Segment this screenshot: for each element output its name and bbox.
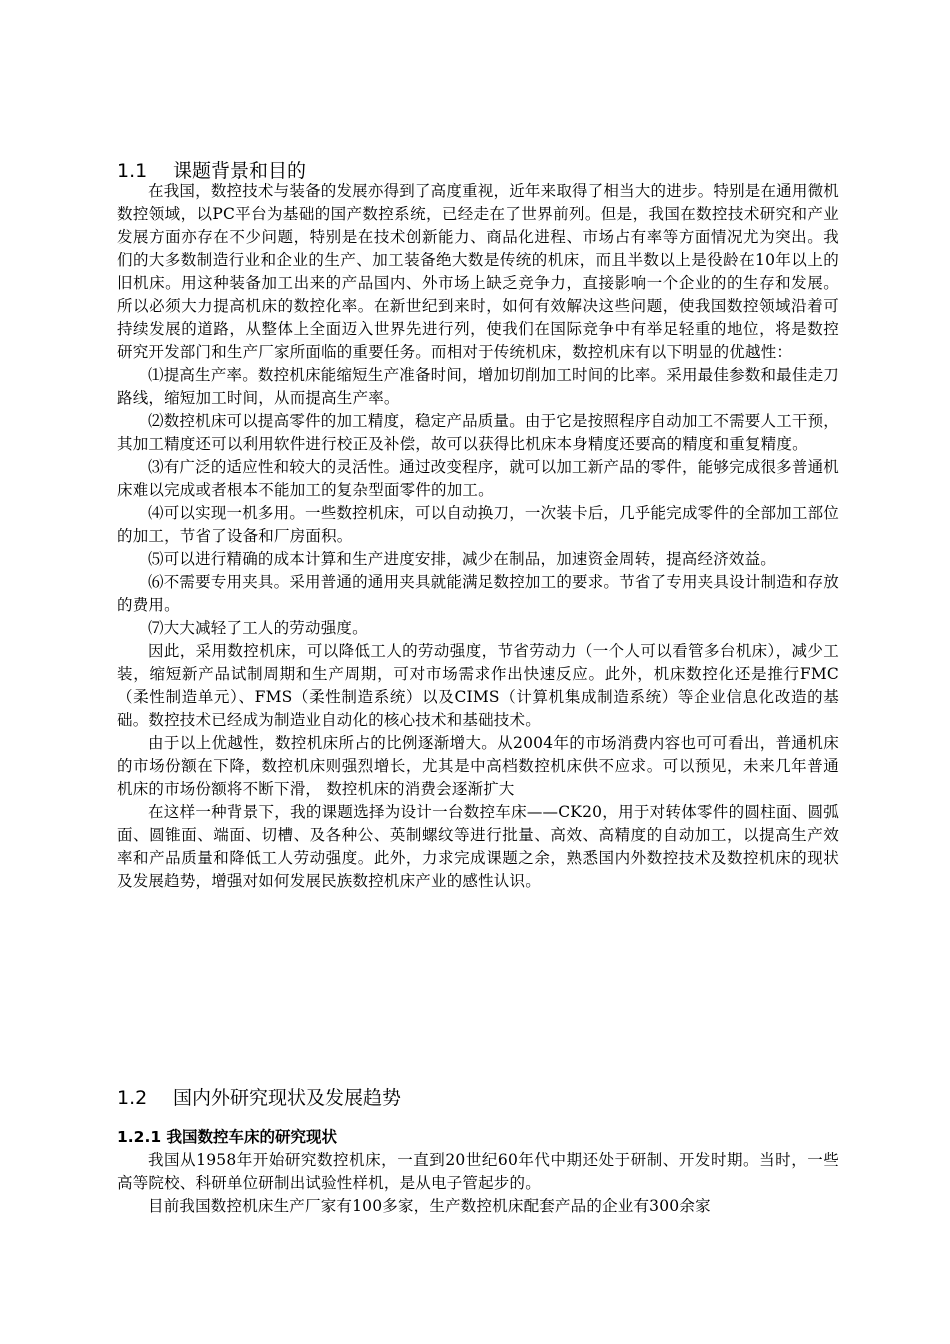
- subsection-title-text: 我国数控车床的研究现状: [166, 1128, 338, 1146]
- paragraph-advantage-6: ⑹不需要专用夹具。采用普通的通用夹具就能满足数控加工的要求。节省了专用夹具设计制造和存放的费用。: [117, 573, 839, 614]
- paragraph: 在我国，数控技术与装备的发展亦得到了高度重视，近年来取得了相当大的进步。特别是在通用微机数控领域，以PC平台为基础的国产数控系统，已经走在了世界前列。但是，我国在数控技术研究和产业发展方面亦存在不少问题，特别是在技术创新能力、商品化进程、市场占有率等方面情况尤为突出。我们的大多数制造行业和企业的生产、加工装备绝大数是传统的机床，而且半数以上是役龄在10年以上的旧机床。用这种装备加工出来的产品国内、外市场上缺乏竞争力，直接影响一个企业的的生存和发展。所以必须大力提高机床的数控化率。在新世纪到来时，如何有效解决这些问题，使我国数控领域沿着可持续发展的道路，从整体上全面迈入世界先进行列，使我们在国际竞争中有举足轻重的地位，将是数控研究开发部门和生产厂家所面临的重要任务。而相对于传统机床，数控机床有以下明显的优越性：: [117, 182, 839, 361]
- paragraph-advantage-2: ⑵数控机床可以提高零件的加工精度，稳定产品质量。由于它是按照程序自动加工不需要人工干预，其加工精度还可以利用软件进行校正及补偿，故可以获得比机床本身精度还要高的精度和重复精度。: [117, 412, 839, 453]
- paragraph: 因此，采用数控机床，可以降低工人的劳动强度，节省劳动力（一个人可以看管多台机床），减少工装，缩短新产品试制周期和生产周期，可对市场需求作出快速反应。此外，机床数控化还是推行FMC（柔性制造单元）、FMS（柔性制造系统）以及CIMS（计算机集成制造系统）等企业信息化改造的基础。数控技术已经成为制造业自动化的核心技术和基础技术。: [117, 642, 839, 729]
- paragraph: 由于以上优越性，数控机床所占的比例逐渐增大。从2004年的市场消费内容也可可看出，普通机床的市场份额在下降，数控机床则强烈增长，尤其是中高档数控机床供不应求。可以预见，未来几年普通机床的市场份额将不断下滑， 数控机床的消费会逐渐扩大: [117, 734, 839, 798]
- section-title-text: 课题背景和目的: [173, 160, 307, 182]
- section-body-1-1: [117, 180, 839, 893]
- section-number: 1.1: [117, 160, 148, 182]
- paragraph: 我国从1958年开始研究数控机床，一直到20世纪60年代中期还处于研制、开发时期。当时，一些高等院校、科研单位研制出试验性样机，是从电子管起步的。: [117, 1151, 839, 1192]
- paragraph-advantage-5: ⑸可以进行精确的成本计算和生产进度安排，减少在制品，加速资金周转，提高经济效益。: [148, 550, 777, 568]
- paragraph-advantage-3: ⑶有广泛的适应性和较大的灵活性。通过改变程序，就可以加工新产品的零件，能够完成很多普通机床难以完成或者根本不能加工的复杂型面零件的加工。: [117, 458, 839, 499]
- paragraph: 在这样一种背景下，我的课题选择为设计一台数控车床——CK20，用于对转体零件的圆柱面、圆弧面、圆锥面、端面、切槽、及各种公、英制螺纹等进行批量、高效、高精度的自动加工，以提高生产效率和产品质量和降低工人劳动强度。此外，力求完成课题之余，熟悉国内外数控技术及数控机床的现状及发展趋势，增强对如何发展民族数控机床产业的感性认识。: [117, 803, 839, 890]
- paragraph-advantage-1: ⑴提高生产率。数控机床能缩短生产准备时间，增加切削加工时间的比率。采用最佳参数和最佳走刀路线，缩短加工时间，从而提高生产率。: [117, 366, 839, 407]
- subsection-title: [117, 1126, 839, 1148]
- subsection-heading-1-2-1: [117, 1126, 839, 1148]
- section-heading-1-2: [117, 1085, 839, 1111]
- subsection-body-1-2-1: [117, 1149, 839, 1218]
- paragraph-advantage-4: ⑷可以实现一机多用。一些数控机床，可以自动换刀，一次装卡后，几乎能完成零件的全部加工部位的加工，节省了设备和厂房面积。: [117, 504, 839, 545]
- subsection-number: 1.2.1: [117, 1128, 162, 1146]
- section-title-text: 国内外研究现状及发展趋势: [173, 1087, 402, 1109]
- paragraph-advantage-7: ⑺大大减轻了工人的劳动强度。: [148, 619, 368, 637]
- section-number: 1.2: [117, 1087, 148, 1109]
- section-title: [117, 1085, 839, 1111]
- paragraph: 目前我国数控机床生产厂家有100多家，生产数控机床配套产品的企业有300余家: [148, 1197, 711, 1215]
